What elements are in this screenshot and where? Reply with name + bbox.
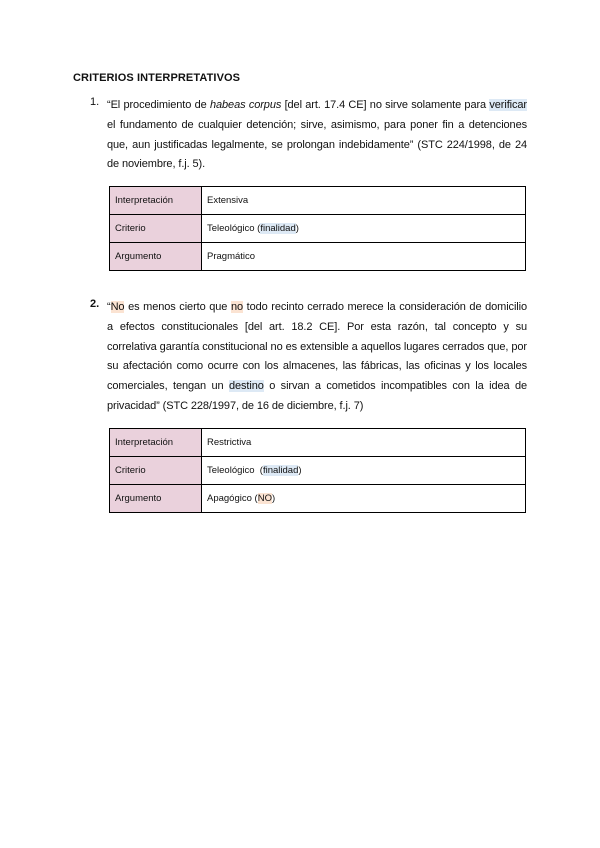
- table-row: [110, 485, 526, 513]
- quote-text: todo recinto cerrado merece la consideración de domicilio a efectos constitucionales [del art. 18.2 CE]. Por esta razón, tal concepto y su correlativa garantía constitucional no es extensible a aquellos lugares cerrados que, por su afectación como ocurre con los almacenes, las fábricas, las oficinas y los locales comerciales, tengan un: [107, 301, 527, 393]
- row-label: Interpretación: [110, 429, 202, 457]
- row-label: Criterio: [110, 215, 202, 243]
- value-text: Teleológico (: [207, 465, 263, 476]
- value-text: ): [295, 223, 299, 234]
- quote-text: “El procedimiento de: [107, 99, 210, 111]
- row-value: Pragmático: [202, 243, 526, 271]
- row-value: [202, 215, 526, 243]
- highlighted-word: No: [110, 301, 125, 313]
- list-item-1: [90, 96, 527, 186]
- criteria-table-1: [109, 186, 526, 271]
- row-value: [202, 485, 526, 513]
- row-value: Extensiva: [202, 187, 526, 215]
- value-text: ): [298, 465, 302, 476]
- highlighted-word: finalidad: [262, 465, 299, 476]
- table-row: [110, 187, 526, 215]
- row-label: Argumento: [110, 485, 202, 513]
- row-value: [202, 457, 526, 485]
- table-row: [110, 429, 526, 457]
- item-number: 1.: [90, 96, 100, 108]
- quote-paragraph: [107, 96, 527, 175]
- value-text: Apagógico (: [207, 493, 258, 504]
- page-title: CRITERIOS INTERPRETATIVOS: [73, 72, 241, 84]
- quote-text: es menos cierto que: [124, 301, 231, 313]
- row-label: Argumento: [110, 243, 202, 271]
- quote-paragraph: [107, 298, 527, 417]
- highlighted-word: NO: [257, 493, 272, 504]
- highlighted-word: verificar: [489, 99, 527, 111]
- value-text: Teleológico (: [207, 223, 261, 234]
- list-item-2: [90, 298, 527, 428]
- quote-text: [del art. 17.4 CE] no sirve solamente para: [281, 99, 490, 111]
- row-value: Restrictiva: [202, 429, 526, 457]
- table-row: [110, 457, 526, 485]
- quote-text: “: [107, 301, 111, 313]
- table-row: [110, 243, 526, 271]
- value-text: ): [271, 493, 276, 504]
- quote-italic-term: habeas corpus: [210, 99, 282, 111]
- highlighted-word: destino: [228, 380, 264, 393]
- quote-text: el fundamento de cualquier detención; sirve, asimismo, para poner fin a detenciones que, aun justificadas legalmente, se prolongan indebidamente” (STC 224/1998, de 24 de noviembre, f.j. 5).: [107, 118, 527, 171]
- row-label: Criterio: [110, 457, 202, 485]
- table-row: [110, 215, 526, 243]
- highlighted-word: finalidad: [260, 223, 296, 234]
- quote-text: o sirvan a cometidos incompatibles con la idea de privacidad” (STC 228/1997, de 16 de diciembre, f.j. 7): [107, 380, 527, 412]
- criteria-table-2: [109, 428, 526, 513]
- row-label: Interpretación: [110, 187, 202, 215]
- highlighted-word: no: [230, 301, 243, 313]
- item-number: 2.: [90, 298, 100, 310]
